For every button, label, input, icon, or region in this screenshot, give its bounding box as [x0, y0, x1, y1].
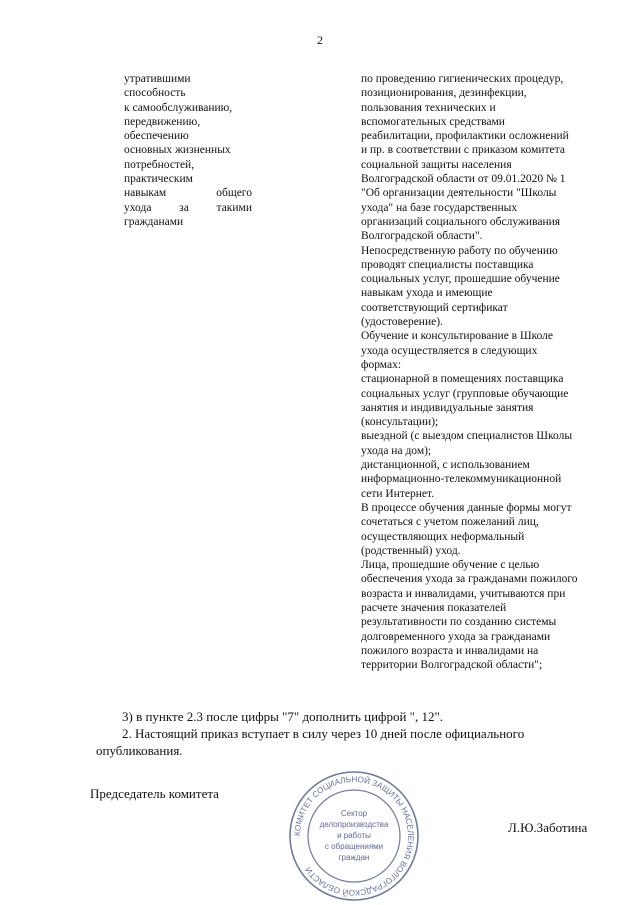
right-line: сочетаться с учетом пожеланий лиц, [361, 516, 539, 529]
right-line: территории Волгоградской области"; [361, 659, 543, 672]
left-word: такими [216, 201, 252, 214]
right-line: дистанционной, с использованием [361, 459, 530, 472]
right-line: (родственный) уход. [361, 544, 461, 557]
right-line: (консультации); [361, 416, 439, 429]
right-line: стационарной в помещениях поставщика [361, 373, 564, 386]
left-line: основных жизненных [124, 144, 231, 157]
right-line: занятия и индивидуальные занятия [361, 401, 534, 414]
right-line: возраста и инвалидами, учитываются при [361, 587, 566, 600]
right-line: навыкам ухода и имеющие [361, 287, 493, 300]
left-word: навыкам [124, 187, 167, 200]
left-word: ухода [124, 201, 152, 214]
right-line: осуществляющих неформальный [361, 530, 525, 543]
left-line: практическим [124, 173, 193, 186]
page-number: 2 [317, 33, 323, 47]
stamp-center-line: и работы [337, 831, 371, 840]
right-line: информационно-телекоммуникационной [361, 473, 562, 486]
signatory-position: Председатель комитета [90, 786, 219, 801]
right-line: соответствующий сертификат [361, 301, 508, 314]
stamp-center-line: Сектор [340, 809, 368, 818]
right-line: Волгоградской области". [361, 230, 483, 243]
official-stamp [286, 768, 422, 904]
right-line: организаций социального обслуживания [361, 215, 561, 228]
right-line: проводят специалисты поставщика [361, 258, 534, 271]
right-line: "Об организации деятельности "Школы [361, 187, 557, 200]
left-word: за [179, 201, 189, 214]
left-line: гражданами [124, 215, 184, 228]
right-line: Непосредственную работу по обучению [361, 244, 558, 257]
right-line: и пр. в соответствии с приказом комитета [361, 144, 565, 157]
order-item-2: 2. Настоящий приказ вступает в силу через 10 дней после официального опубликования. [96, 726, 525, 758]
left-column [124, 72, 252, 229]
left-line: потребностей, [124, 158, 195, 171]
right-line: обеспечения ухода за гражданами пожилого [361, 573, 578, 586]
right-line: вспомогательных средствами [361, 115, 505, 128]
stamp-ring-text: КОМИТЕТ СОЦИАЛЬНОЙ ЗАЩИТЫ НАСЕЛЕНИЯ ВОЛГОГРАДСКОЙ ОБЛАСТИ [292, 774, 416, 898]
right-line: пожилого возраста и инвалидами на [361, 644, 539, 657]
right-column [361, 72, 605, 672]
right-line: результативности по созданию системы [361, 616, 557, 629]
left-line: утратившими [124, 73, 191, 85]
left-line: передвижению, [124, 115, 201, 128]
right-line: пользования технических и [361, 101, 496, 114]
stamp-center-line: с обращениями [324, 842, 384, 851]
right-line: выездной (с выездом специалистов Школы [361, 430, 573, 443]
stamp-center-line: делопроизводства [319, 820, 389, 829]
right-line: социальных услуг (групповые обучающие [361, 387, 569, 400]
amendment-item-3: 3) в пункте 2.3 после цифры "7" дополнить цифрой ", 12". [122, 709, 444, 724]
right-line: сети Интернет. [361, 487, 435, 500]
left-word: общего [216, 187, 252, 200]
right-line: долговременного ухода за гражданами [361, 630, 551, 643]
right-line: по проведению гигиенических процедур, [361, 73, 564, 85]
left-line-justified [124, 186, 252, 200]
right-line: (удостоверение). [361, 316, 443, 329]
left-line: обеспечению [124, 130, 189, 143]
right-line: ухода осуществляется в следующих [361, 344, 538, 357]
right-line: реабилитации, профилактики осложнений [361, 130, 569, 143]
right-line: Волгоградской области от 09.01.2020 № 1 [361, 173, 566, 186]
right-line: Обучение и консультирование в Школе [361, 330, 554, 343]
right-line: расчете значения показателей [361, 601, 507, 614]
left-line: к самообслуживанию, [124, 101, 233, 114]
right-line: формах: [361, 358, 402, 371]
signatory-name: Л.Ю.Заботина [508, 820, 588, 835]
right-line: социальной защиты населения [361, 158, 512, 171]
main-text [96, 708, 608, 759]
left-line: способность [124, 87, 186, 100]
left-line-justified [124, 201, 252, 215]
stamp-center-line: граждан [338, 853, 370, 862]
right-line: позиционирования, дезинфекции, [361, 87, 527, 100]
right-line: социальных услуг, прошедшие обучение [361, 273, 560, 286]
right-line: ухода на дом); [361, 444, 432, 457]
right-line: В процессе обучения данные формы могут [361, 501, 572, 514]
right-line: Лица, прошедшие обучение с целью [361, 559, 540, 572]
right-line: ухода" на базе государственных [361, 201, 518, 214]
